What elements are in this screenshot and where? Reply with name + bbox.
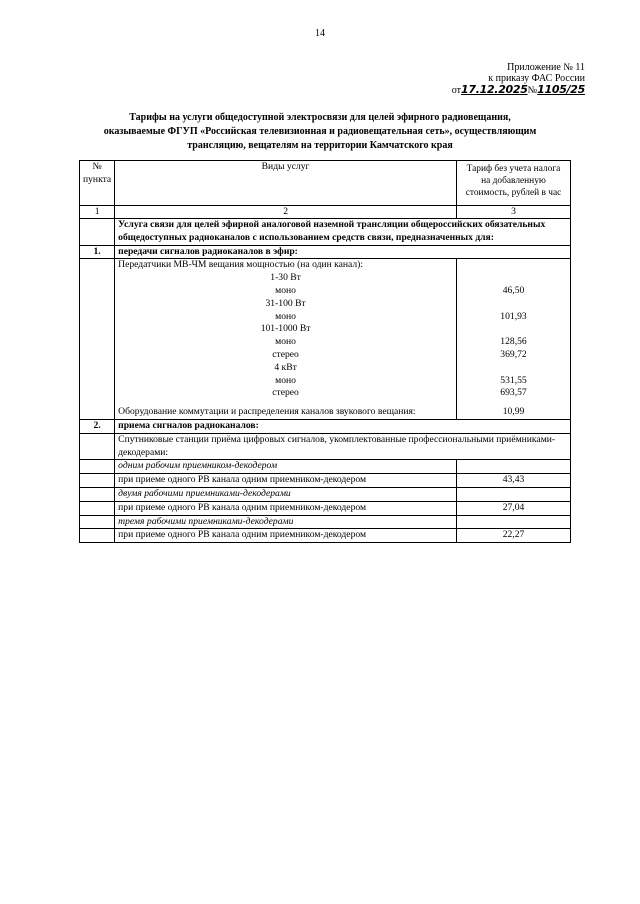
group-3-item-row [80, 529, 571, 543]
power-1-30w: 1-30 Вт [270, 272, 301, 284]
power-4kw-mono: моно [275, 374, 296, 386]
power-101-1000w-mono: моно [275, 336, 296, 348]
column-index-row [80, 206, 571, 219]
power-1-30w-mono: моно [275, 284, 296, 296]
order-number: 1105/25 [537, 83, 585, 96]
tariff-switching-equipment: 10,99 [502, 406, 525, 418]
section-1-row [80, 245, 571, 259]
annex-line-2: к приказу ФАС России [488, 73, 585, 84]
section-2-title: приема сигналов радиоканалов: [115, 419, 571, 433]
annex-line-3 [445, 84, 585, 96]
annex-line-1: Приложение № 11 [507, 62, 585, 73]
group-2-label: двумя рабочими приемниками-декодерами [115, 487, 457, 501]
group-2-item: при приеме одного РВ канала одним приемником-декодером [115, 501, 457, 515]
header-tariff-line-1: Тариф без учета налога [466, 164, 561, 174]
section-2-heading-row [80, 433, 571, 460]
tariff-4kw-stereo: 693,57 [500, 387, 527, 399]
section-1-services [115, 259, 457, 420]
annex-block [445, 62, 585, 96]
power-4kw-stereo: стерео [272, 387, 299, 399]
intro-line-1: Услуга связи для целей эфирной аналоговой наземной трансляции общероссийских обязательных [118, 219, 546, 230]
group-1-item-row [80, 474, 571, 488]
transmitters-heading: Передатчики МВ-ЧМ вещания мощностью (на один канал): [118, 259, 364, 271]
satellite-heading-line-2: декодерами: [118, 446, 169, 458]
tariff-group-2: 27,04 [457, 501, 571, 515]
order-date: 17.12.2025 [461, 83, 528, 96]
section-2-row [80, 419, 571, 433]
tariff-31-100w-mono: 101,93 [500, 310, 527, 322]
section-1-tariffs [457, 259, 571, 420]
satellite-heading-line-1: Спутниковые станции приёма цифровых сигналов, укомплектованные профессиональными приёмниками- [118, 433, 556, 445]
power-31-100w-mono: моно [275, 310, 296, 322]
group-1-item: при приеме одного РВ канала одним приемником-декодером [115, 474, 457, 488]
tariff-101-1000w-mono: 128,56 [500, 336, 527, 348]
header-service-type: Виды услуг [115, 161, 457, 206]
page-number: 14 [315, 28, 325, 39]
title-line-1: Тарифы на услуги общедоступной электросвязи для целей эфирного радиовещания, [129, 112, 511, 123]
header-number-word: пункта [83, 173, 112, 185]
intro-row [80, 219, 571, 246]
annex-from: от [451, 85, 462, 96]
title-line-2: оказываемые ФГУП «Российская телевизионная и радиовещательная сеть», осуществляющим [103, 126, 537, 137]
section-1-number: 1. [80, 245, 115, 259]
group-1-label: одним рабочим приемником-декодером [115, 460, 457, 474]
header-item-number [80, 161, 115, 206]
group-2-item-row [80, 501, 571, 515]
satellite-heading [115, 433, 571, 460]
header-tariff [457, 161, 571, 206]
tariff-group-1: 43,43 [457, 474, 571, 488]
intro-text [115, 219, 571, 246]
header-tariff-line-2: на добавленную [481, 176, 546, 186]
tariff-1-30w-mono: 46,50 [502, 284, 525, 296]
power-101-1000w: 101-1000 Вт [260, 323, 311, 335]
group-3-item: при приеме одного РВ канала одним приемником-декодером [115, 529, 457, 543]
header-tariff-line-3: стоимость, рублей в час [465, 188, 562, 198]
power-4kw: 4 кВт [274, 361, 297, 373]
switching-equipment: Оборудование коммутации и распределения каналов звукового вещания: [118, 406, 416, 418]
document-title [60, 111, 580, 153]
section-1-title: передачи сигналов радиоканалов в эфир: [115, 245, 571, 259]
group-2-label-row [80, 487, 571, 501]
power-101-1000w-stereo: стерео [272, 348, 299, 360]
annex-number-label: № [527, 85, 538, 96]
power-31-100w: 31-100 Вт [265, 297, 306, 309]
group-3-label: тремя рабочими приемниками-декодерами [115, 515, 457, 529]
title-line-3: трансляцию, вещателям на территории Камчатского края [187, 140, 453, 151]
tariff-table [79, 160, 571, 543]
tariff-101-1000w-stereo: 369,72 [500, 348, 527, 360]
tariff-4kw-mono: 531,55 [500, 374, 527, 386]
intro-line-2: общедоступных радиоканалов с использованием средств связи, предназначенных для: [118, 231, 494, 243]
tariff-group-3: 22,27 [457, 529, 571, 543]
group-1-label-row [80, 460, 571, 474]
column-index-1: 1 [80, 206, 115, 219]
column-index-3: 3 [457, 206, 571, 219]
section-2-number: 2. [80, 419, 115, 433]
table-header-row [80, 161, 571, 206]
header-number-sign: № [92, 161, 102, 172]
group-3-label-row [80, 515, 571, 529]
section-1-body [80, 259, 571, 420]
column-index-2: 2 [115, 206, 457, 219]
